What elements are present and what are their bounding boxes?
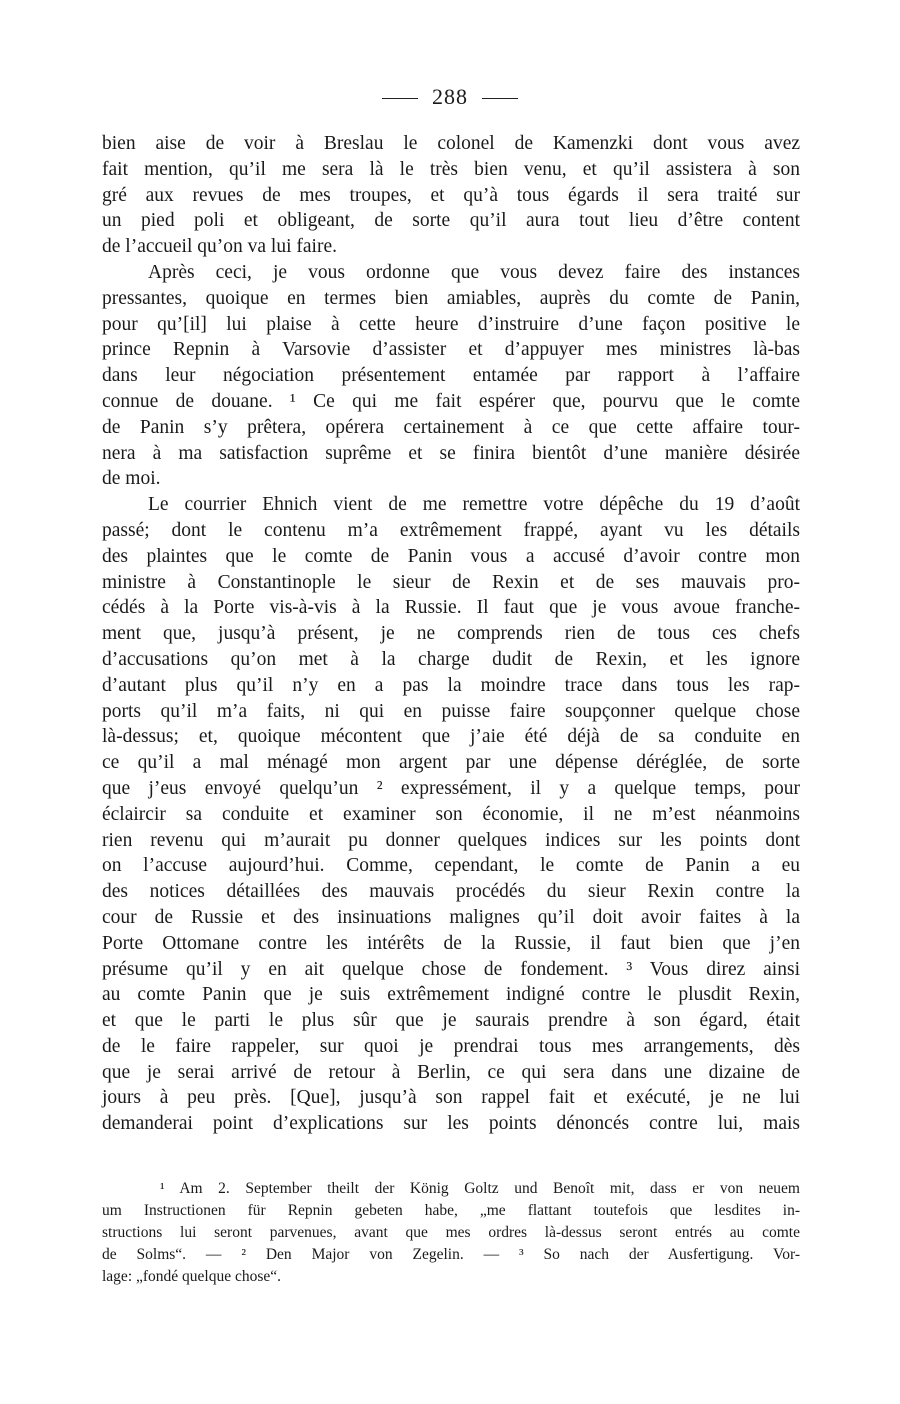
body-line: ports qu’il m’a faits, ni qui en puisse faire soupçonner quelque chose	[102, 700, 800, 722]
body-line: Le courrier Ehnich vient de me remettre votre dépêche du 19 d’août	[148, 494, 800, 516]
body-line: cour de Russie et des insinuations malignes qu’il doit avoir faites à la	[102, 906, 800, 928]
page-header	[0, 84, 900, 110]
body-line: ce qu’il a mal ménagé mon argent par une dépense déréglée, de sorte	[102, 752, 800, 774]
body-line: bien aise de voir à Breslau le colonel de Kamenzki dont vous avez	[102, 133, 800, 154]
footnote-line: structions lui seront parvenues, avant que mes ordres là-dessus seront entrés au comte	[102, 1224, 800, 1241]
body-line: présume qu’il y en ait quelque chose de fondement. ³ Vous direz ainsi	[102, 958, 800, 980]
body-line: des plaintes que le comte de Panin vous a accusé d’avoir contre mon	[102, 545, 800, 567]
body-line: fait mention, qu’il me sera là le très bien venu, et qu’il assistera à son	[102, 158, 800, 180]
body-line: de Panin s’y prêtera, opérera certainement à ce que cette affaire tour-	[102, 416, 800, 438]
body-line: Après ceci, je vous ordonne que vous devez faire des instances	[148, 261, 800, 283]
body-line: des notices détaillées des mauvais procédés du sieur Rexin contre la	[102, 881, 800, 903]
body-text	[102, 131, 800, 1137]
body-line: prince Repnin à Varsovie d’assister et d’appuyer mes ministres là-bas	[102, 339, 800, 361]
body-line: ministre à Constantinople le sieur de Rexin et de ses mauvais pro-	[102, 571, 800, 593]
body-line: cédés à la Porte vis-à-vis à la Russie. Il faut que je vous avoue franche-	[102, 597, 800, 619]
page-number: 288	[432, 84, 468, 109]
footnote-line: de Solms“. — ² Den Major von Zegelin. — ³ So nach der Ausfertigung. Vor-	[102, 1246, 800, 1263]
body-line: d’accusations qu’on met à la charge dudit de Rexin, et les ignore	[102, 648, 800, 670]
body-line: et que le parti le plus sûr que je saurais prendre à son égard, était	[102, 1010, 800, 1032]
body-line: jours à peu près. [Que], jusqu’à son rappel fait et exécuté, je ne lui	[102, 1087, 800, 1109]
body-line: pour qu’[il] lui plaise à cette heure d’instruire d’une façon positive le	[102, 313, 800, 335]
body-line: Porte Ottomane contre les intérêts de la Russie, il faut bien que j’en	[102, 932, 800, 954]
body-line: connue de douane. ¹ Ce qui me fait espérer que, pourvu que le comte	[102, 390, 800, 412]
body-line: éclaircir sa conduite et examiner son économie, il ne m’est néanmoins	[102, 803, 800, 825]
body-line: d’autant plus qu’il n’y en a pas la moindre trace dans tous les rap-	[102, 674, 800, 696]
header-dash-left	[382, 98, 418, 99]
body-line: passé; dont le contenu m’a extrêmement frappé, ayant vu les détails	[102, 519, 800, 541]
body-line: là-dessus; et, quoique mécontent que j’aie été déjà de sa conduite en	[102, 726, 800, 748]
footnote-line: lage: „fondé quelque chose“.	[102, 1268, 282, 1285]
body-line: de moi.	[102, 468, 161, 490]
body-line: que j’eus envoyé quelqu’un ² expressément, il y a quelque temps, pour	[102, 777, 800, 799]
body-line: nera à ma satisfaction suprême et se finira bientôt d’une manière désirée	[102, 442, 800, 464]
footnote-line: um Instructionen für Repnin gebeten habe, „me flattant toutefois que lesdites in-	[102, 1202, 800, 1219]
body-line: pressantes, quoique en termes bien amiables, auprès du comte de Panin,	[102, 287, 800, 309]
body-line: au comte Panin que je suis extrêmement indigné contre le plusdit Rexin,	[102, 984, 800, 1006]
footnotes	[102, 1178, 800, 1288]
body-line: on l’accuse aujourd’hui. Comme, cependant, le comte de Panin a eu	[102, 855, 800, 877]
body-line: gré aux revues de mes troupes, et qu’à tous égards il sera traité sur	[102, 184, 800, 206]
body-line: de l’accueil qu’on va lui faire.	[102, 236, 337, 258]
header-dash-right	[482, 98, 518, 99]
body-line: de le faire rappeler, sur quoi je prendrai tous mes arrangements, dès	[102, 1035, 800, 1057]
body-line: ment que, jusqu’à présent, je ne comprends rien de tous ces chefs	[102, 623, 800, 645]
footnote-line: ¹ Am 2. September theilt der König Goltz und Benoît mit, dass er von neuem	[160, 1180, 800, 1197]
body-line: que je serai arrivé de retour à Berlin, ce qui sera dans une dizaine de	[102, 1061, 800, 1083]
body-line: demanderai point d’explications sur les points dénoncés contre lui, mais	[102, 1113, 800, 1135]
body-line: dans leur négociation présentement entamée par rapport à l’affaire	[102, 365, 800, 387]
body-line: rien revenu qui m’aurait pu donner quelques indices sur les points dont	[102, 829, 800, 851]
body-line: un pied poli et obligeant, de sorte qu’il aura tout lieu d’être content	[102, 210, 800, 232]
